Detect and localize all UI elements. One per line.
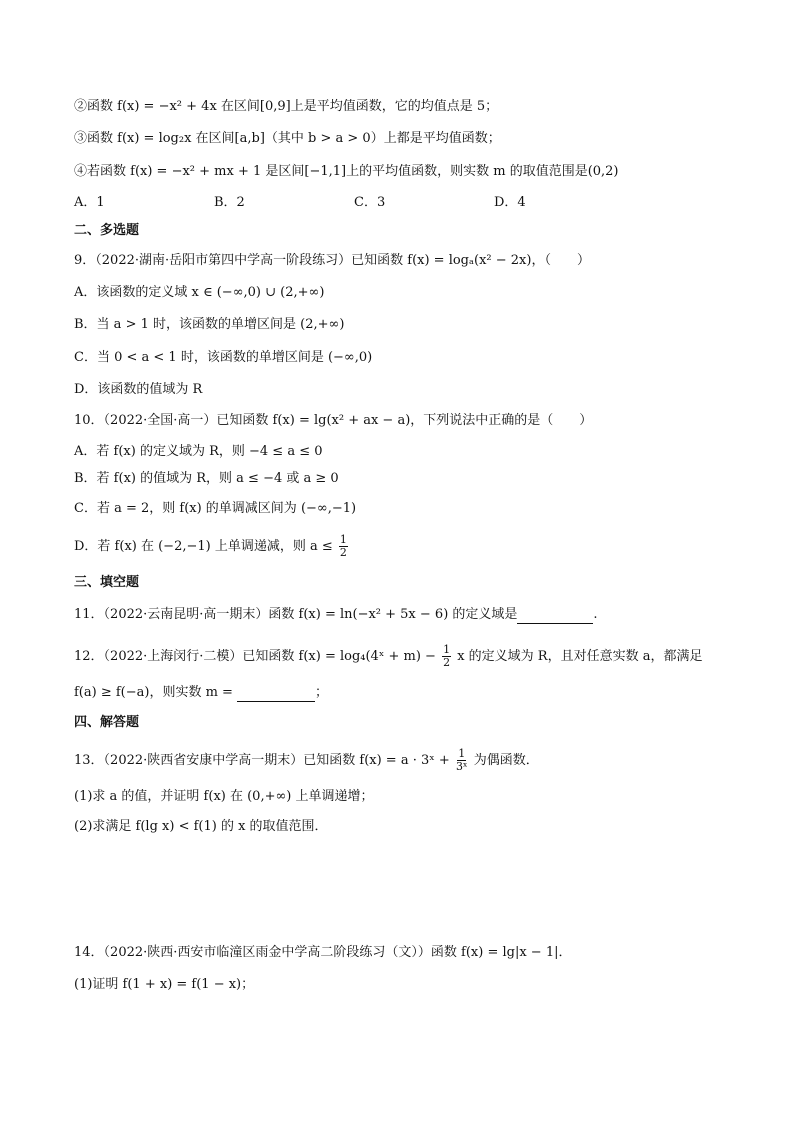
- section-heading-solutions: 四、解答题: [74, 715, 140, 730]
- q10-option-d-text: D．若 f(x) 在 (−2,−1) 上单调递减，则 a ≤: [74, 539, 333, 554]
- q10-fraction-numerator: 1: [339, 533, 347, 546]
- q8-choice-c: C．3: [354, 195, 386, 210]
- q11-tail: .: [593, 607, 598, 622]
- q12-fraction-denominator: 2: [443, 656, 451, 669]
- q13-part-2: (2)求满足 f(lg x) < f(1) 的 x 的取值范围．: [74, 819, 328, 834]
- q12-stem: [74, 644, 702, 669]
- q12-text-pre: 12．（2022·上海闵行·二模）已知函数 f(x) = log₄(4ˣ + m) −: [74, 649, 436, 664]
- q10-stem: 10．（2022·全国·高一）已知函数 f(x) = lg(x² + ax − a)，下列说法中正确的是（ ）: [74, 413, 593, 428]
- q12-line-2: [74, 684, 328, 702]
- q10-option-b: B．若 f(x) 的值域为 R，则 a ≤ −4 或 a ≥ 0: [74, 471, 339, 486]
- q8-option-2: ②函数 f(x) = −x² + 4x 在区间[0,9]上是平均值函数，它的均值点是 5；: [74, 99, 499, 114]
- q9-option-c: C．当 0 < a < 1 时，该函数的单增区间是 (−∞,0): [74, 350, 373, 365]
- q8-choice-d: D．4: [494, 195, 526, 210]
- q11-answer-blank[interactable]: [517, 609, 593, 624]
- q12-text-post: x 的定义域为 R，且对任意实数 a，都满足: [457, 649, 703, 664]
- section-heading-multiple-choice: 二、多选题: [74, 223, 140, 238]
- q13-text-post: 为偶函数．: [473, 753, 539, 768]
- q8-choice-b: B．2: [214, 195, 245, 210]
- q8-option-4: ④若函数 f(x) = −x² + mx + 1 是区间[−1,1]上的平均值函数，则实数 m 的取值范围是(0,2): [74, 164, 619, 179]
- q12-answer-blank[interactable]: [237, 687, 315, 702]
- q11-text: 11．（2022·云南昆明·高一期末）函数 f(x) = ln(−x² + 5x − 6) 的定义域是: [74, 607, 518, 622]
- q13-part-1: (1)求 a 的值，并证明 f(x) 在 (0,+∞) 上单调递增；: [74, 789, 374, 804]
- q13-fraction: [456, 748, 468, 773]
- q9-stem: 9．（2022·湖南·岳阳市第四中学高一阶段练习）已知函数 f(x) = logₐ(x² − 2x)，（ ）: [74, 253, 590, 268]
- q10-fraction: [339, 534, 348, 559]
- q12-line-2-text: f(a) ≥ f(−a)，则实数 m =: [74, 685, 233, 700]
- q12-tail: ；: [314, 685, 328, 700]
- q12-fraction-numerator: 1: [443, 643, 451, 656]
- q13-fraction-denominator: 3ˣ: [455, 760, 468, 773]
- q11-stem: [74, 606, 598, 624]
- q13-fraction-numerator: 1: [458, 747, 466, 760]
- q10-option-c: C．若 a = 2，则 f(x) 的单调减区间为 (−∞,−1): [74, 501, 357, 516]
- q8-choices: [74, 194, 634, 212]
- q8-choice-a: A．1: [74, 195, 105, 210]
- q10-fraction-denominator: 2: [339, 546, 347, 559]
- q10-option-d: [74, 534, 350, 559]
- q9-option-a: A．该函数的定义域 x ∈ (−∞,0) ∪ (2,+∞): [74, 285, 325, 300]
- q9-option-b: B．当 a > 1 时，该函数的单增区间是 (2,+∞): [74, 317, 345, 332]
- q12-fraction: [442, 644, 451, 669]
- q8-option-3: ③函数 f(x) = log₂x 在区间[a,b]（其中 b > a > 0）上都是平均值函数；: [74, 131, 501, 146]
- q13-stem: [74, 748, 539, 773]
- q10-option-a: A．若 f(x) 的定义域为 R，则 −4 ≤ a ≤ 0: [74, 444, 323, 459]
- q14-part-1: (1)证明 f(1 + x) = f(1 − x)；: [74, 977, 255, 992]
- q13-text-pre: 13．（2022·陕西省安康中学高一期末）已知函数 f(x) = a · 3ˣ +: [74, 753, 450, 768]
- q9-option-d: D．该函数的值域为 R: [74, 382, 203, 397]
- q14-stem: 14．（2022·陕西·西安市临潼区雨金中学高二阶段练习（文））函数 f(x) = lg|x − 1|．: [74, 945, 572, 960]
- section-heading-fill-in: 三、填空题: [74, 575, 140, 590]
